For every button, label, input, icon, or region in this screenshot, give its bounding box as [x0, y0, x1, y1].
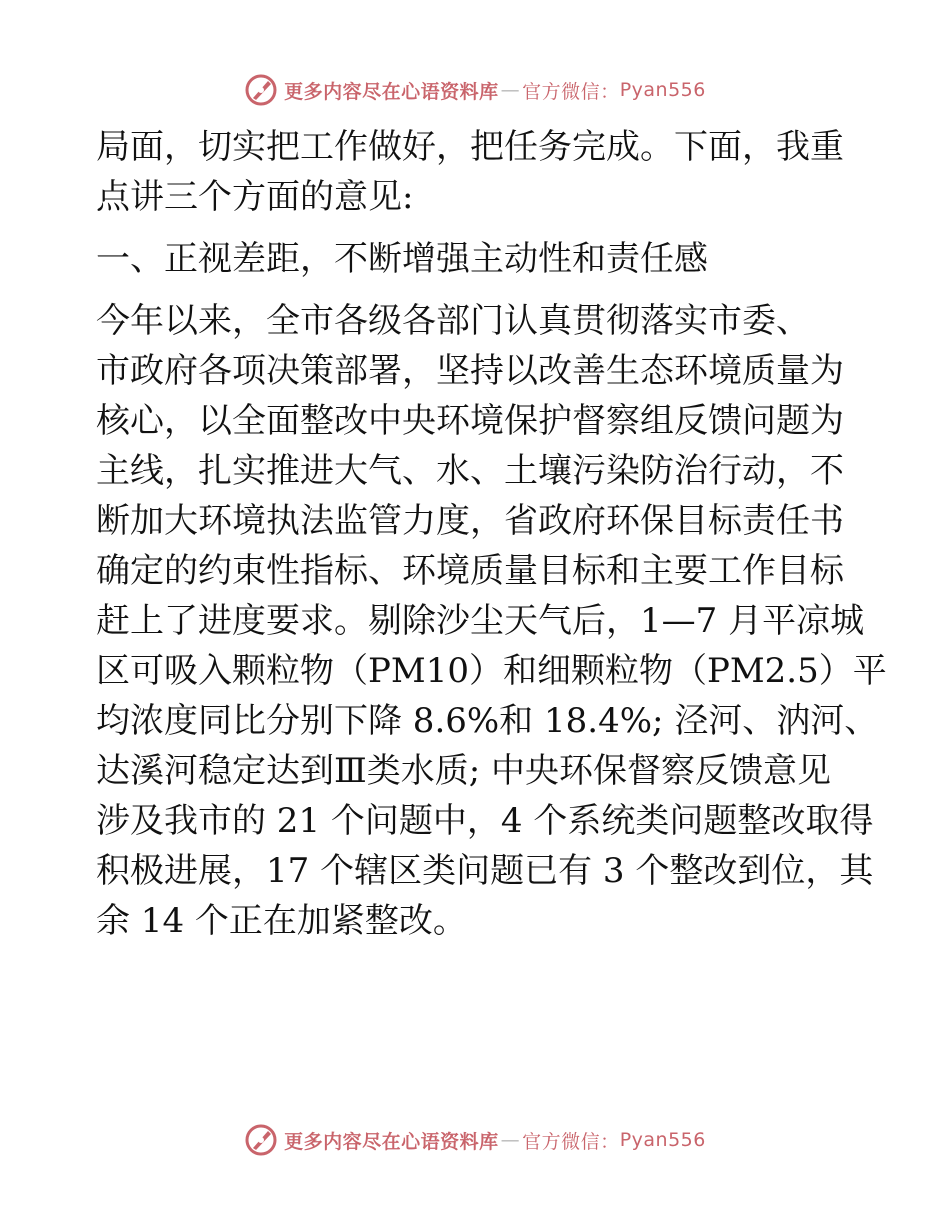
text-line: 余 14 个正在加紧整改。 [96, 901, 467, 941]
banner-text: 更多内容尽在心语资料库 [284, 80, 499, 103]
text-line: 局面，切实把工作做好，把任务完成。下面，我重 [96, 127, 844, 167]
footer-watermark-banner [0, 1120, 950, 1160]
text-line: 赶上了进度要求。剔除沙尘天气后，1—7 月平凉城 [96, 601, 865, 641]
text-line: 市政府各项决策部署，坚持以改善生态环境质量为 [96, 351, 844, 391]
section-heading: 一、正视差距，不断增强主动性和责任感 [96, 239, 708, 279]
text-line: 断加大环境执法监管力度，省政府环保目标责任书 [96, 501, 844, 541]
text-line: 均浓度同比分别下降 8.6%和 18.4%; 泾河、汭河、 [96, 701, 879, 741]
banner-text: 更多内容尽在心语资料库 [284, 1130, 499, 1153]
text-line: 核心，以全面整改中央环境保护督察组反馈问题为 [96, 401, 844, 441]
banner-wechat-id: Pyan556 [619, 1129, 706, 1151]
banner-wechat-id: Pyan556 [619, 79, 706, 101]
document-body [96, 122, 887, 946]
text-line: 今年以来，全市各级各部门认真贯彻落实市委、 [96, 301, 810, 341]
text-line: 积极进展，17 个辖区类问题已有 3 个整改到位，其 [96, 851, 874, 891]
banner-separator: — [500, 79, 521, 101]
text-line: 区可吸入颗粒物（PM10）和细颗粒物（PM2.5）平 [96, 651, 887, 691]
text-line: 确定的约束性指标、环境质量目标和主要工作目标 [96, 551, 844, 591]
banner-separator: — [500, 1129, 521, 1151]
text-line: 涉及我市的 21 个问题中，4 个系统类问题整改取得 [96, 801, 874, 841]
banner-wechat-label: 官方微信： [522, 1130, 620, 1153]
pen-logo-icon [244, 1123, 278, 1157]
banner-wechat-label: 官方微信： [522, 80, 620, 103]
header-watermark-banner [0, 70, 950, 110]
text-line: 达溪河稳定达到Ⅲ类水质; 中央环保督察反馈意见 [96, 751, 832, 791]
text-line: 点讲三个方面的意见: [96, 177, 414, 217]
pen-logo-icon [244, 73, 278, 107]
text-line: 主线，扎实推进大气、水、土壤污染防治行动，不 [96, 451, 844, 491]
